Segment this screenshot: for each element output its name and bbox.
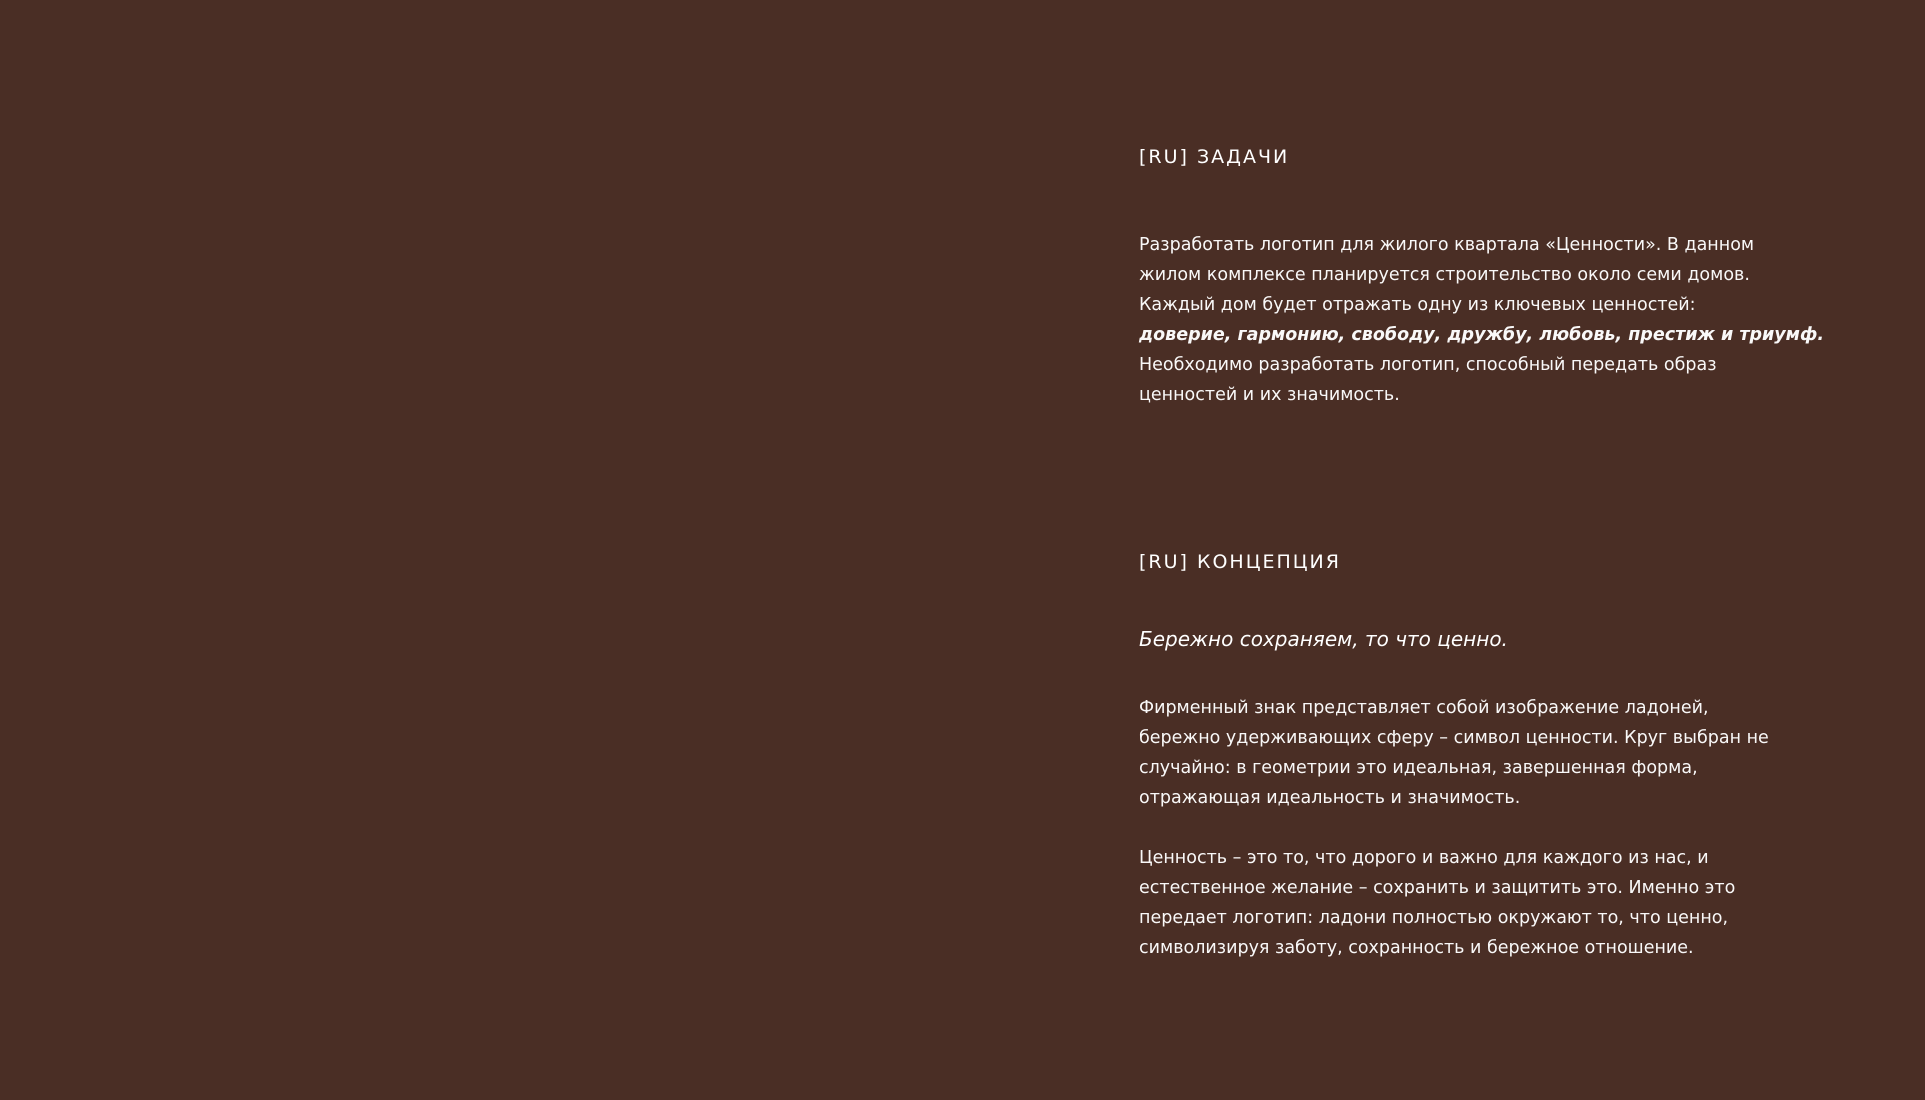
tasks-values-emphasis: доверие, гармонию, свободу, дружбу, любовь, престиж и триумф. xyxy=(1139,325,1824,345)
tasks-line: ценностей и их значимость. xyxy=(1139,385,1400,405)
tasks-line: жилом комплексе планируется строительство около семи домов. xyxy=(1139,265,1750,285)
concept-line: передает логотип: ладони полностью окружают то, что ценно, xyxy=(1139,908,1729,928)
concept-paragraph-1 xyxy=(1139,693,1799,813)
tasks-line: Каждый дом будет отражать одну из ключевых ценностей: xyxy=(1139,295,1696,315)
concept-line: отражающая идеальность и значимость. xyxy=(1139,788,1521,808)
concept-line: бережно удерживающих сферу – символ ценности. Круг выбран не xyxy=(1139,728,1769,748)
tasks-paragraph xyxy=(1139,230,1824,410)
concept-tagline: Бережно сохраняем, то что ценно. xyxy=(1139,627,1508,651)
tasks-line: Необходимо разработать логотип, способный передать образ xyxy=(1139,355,1717,375)
concept-line: Фирменный знак представляет собой изображение ладоней, xyxy=(1139,698,1709,718)
tasks-line: Разработать логотип для жилого квартала «Ценности». В данном xyxy=(1139,235,1755,255)
concept-line: случайно: в геометрии это идеальная, завершенная форма, xyxy=(1139,758,1698,778)
concept-line: Ценность – это то, что дорого и важно для каждого из нас, и xyxy=(1139,848,1709,868)
concept-line: естественное желание – сохранить и защитить это. Именно это xyxy=(1139,878,1736,898)
tasks-heading: [RU] ЗАДАЧИ xyxy=(1139,146,1290,168)
concept-line: символизируя заботу, сохранность и бережное отношение. xyxy=(1139,938,1694,958)
concept-heading: [RU] КОНЦЕПЦИЯ xyxy=(1139,551,1341,573)
concept-paragraph-2 xyxy=(1139,843,1799,963)
